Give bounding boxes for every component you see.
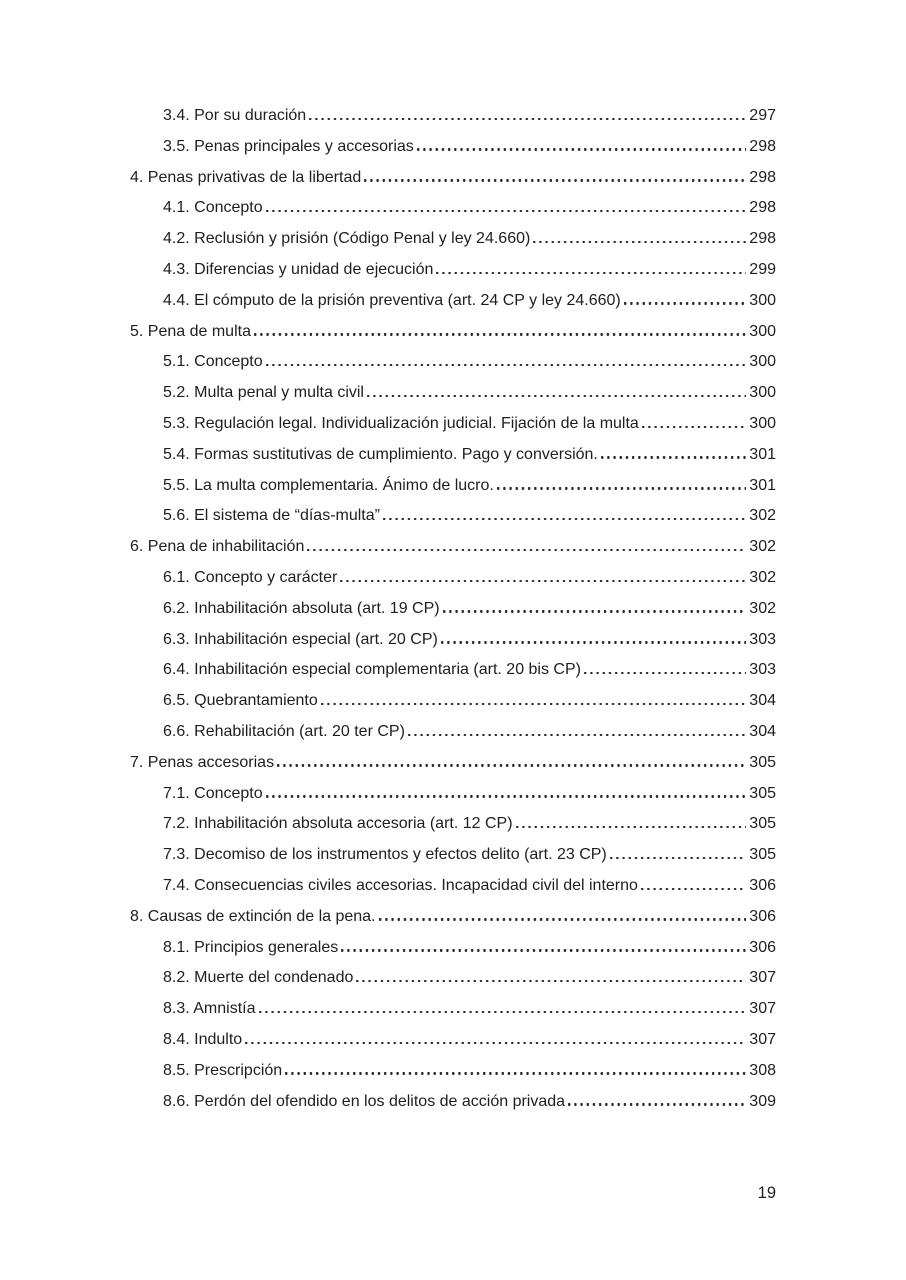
dot-leader bbox=[408, 734, 746, 736]
toc-entry-label: 4.2. Reclusión y prisión (Código Penal y ley 24.660) bbox=[163, 230, 531, 248]
dot-leader bbox=[285, 1072, 746, 1074]
toc-entry bbox=[130, 384, 776, 415]
dot-leader bbox=[367, 395, 746, 397]
toc-entry bbox=[130, 230, 776, 261]
toc-entry-label: 8.5. Prescripción bbox=[163, 1061, 283, 1079]
toc-entry-page: 307 bbox=[749, 1030, 776, 1048]
dot-leader bbox=[356, 980, 746, 982]
toc-entry-label: 4. Penas privativas de la libertad bbox=[130, 168, 362, 186]
toc-entry-page: 302 bbox=[749, 568, 776, 586]
toc-entry bbox=[130, 323, 776, 354]
toc-entry-page: 304 bbox=[749, 722, 776, 740]
toc-entry-label: 6.3. Inhabilitación especial (art. 20 CP) bbox=[163, 630, 438, 648]
toc-entry-page: 307 bbox=[749, 1000, 776, 1018]
toc-entry-page: 298 bbox=[749, 168, 776, 186]
toc-entry-page: 308 bbox=[749, 1061, 776, 1079]
dot-leader bbox=[624, 302, 747, 304]
dot-leader bbox=[307, 549, 746, 551]
toc-entry-page: 301 bbox=[749, 476, 776, 494]
dot-leader bbox=[277, 764, 746, 766]
dot-leader bbox=[383, 518, 746, 520]
dot-leader bbox=[436, 272, 746, 274]
toc-entry bbox=[130, 908, 776, 939]
toc-entry-label: 8.3. Amnistía bbox=[163, 1000, 256, 1018]
toc-entry bbox=[130, 538, 776, 569]
toc-entry-label: 3.4. Por su duración bbox=[163, 107, 307, 124]
toc-entry-label: 7.4. Consecuencias civiles accesorias. Incapacidad civil del interno bbox=[163, 876, 638, 894]
toc-entry-page: 307 bbox=[749, 969, 776, 987]
toc-entry-label: 8.4. Indulto bbox=[163, 1030, 243, 1048]
toc-entry-page: 302 bbox=[749, 538, 776, 556]
dot-leader bbox=[364, 179, 746, 181]
toc-entry bbox=[130, 877, 776, 908]
dot-leader bbox=[266, 364, 747, 366]
dot-leader bbox=[601, 456, 746, 458]
toc-entry bbox=[130, 723, 776, 754]
toc-entry-page: 303 bbox=[749, 661, 776, 679]
toc-entry-page: 298 bbox=[749, 137, 776, 155]
dot-leader bbox=[516, 826, 747, 828]
toc-entry-page: 306 bbox=[749, 938, 776, 956]
toc-entry-label: 7.1. Concepto bbox=[163, 784, 263, 802]
toc-entry-label: 8.1. Principios generales bbox=[163, 938, 339, 956]
toc-entry bbox=[130, 631, 776, 662]
dot-leader bbox=[259, 1011, 747, 1013]
toc-entry bbox=[130, 661, 776, 692]
page-number: 19 bbox=[757, 1184, 776, 1202]
toc-entry bbox=[130, 846, 776, 877]
table-of-contents bbox=[130, 107, 776, 1123]
dot-leader bbox=[417, 148, 747, 150]
dot-leader bbox=[340, 580, 746, 582]
toc-entry-page: 305 bbox=[749, 846, 776, 864]
toc-entry-label: 4.3. Diferencias y unidad de ejecución bbox=[163, 260, 434, 278]
toc-entry-label: 4.4. El cómputo de la prisión preventiva (art. 24 CP y ley 24.660) bbox=[163, 291, 621, 309]
toc-entry bbox=[130, 415, 776, 446]
dot-leader bbox=[533, 241, 746, 243]
toc-entry-label: 5.6. El sistema de “días-multa” bbox=[163, 507, 380, 525]
dot-leader bbox=[341, 949, 746, 951]
toc-entry bbox=[130, 785, 776, 816]
toc-entry-label: 6.2. Inhabilitación absoluta (art. 19 CP) bbox=[163, 599, 440, 617]
toc-entry-page: 305 bbox=[749, 753, 776, 771]
toc-entry-page: 303 bbox=[749, 630, 776, 648]
toc-entry bbox=[130, 1000, 776, 1031]
toc-entry bbox=[130, 446, 776, 477]
toc-entry-page: 305 bbox=[749, 784, 776, 802]
dot-leader bbox=[584, 672, 746, 674]
dot-leader bbox=[379, 918, 747, 920]
toc-entry-page: 305 bbox=[749, 815, 776, 833]
toc-entry bbox=[130, 1093, 776, 1124]
toc-entry-page: 300 bbox=[749, 414, 776, 432]
dot-leader bbox=[610, 857, 747, 859]
dot-leader bbox=[266, 795, 747, 797]
toc-entry bbox=[130, 138, 776, 169]
toc-entry bbox=[130, 353, 776, 384]
toc-entry-label: 5.2. Multa penal y multa civil bbox=[163, 384, 364, 402]
toc-entry bbox=[130, 969, 776, 1000]
toc-entry-page: 299 bbox=[749, 260, 776, 278]
toc-entry-label: 5. Pena de multa bbox=[130, 322, 251, 340]
toc-entry-label: 6.5. Quebrantamiento bbox=[163, 692, 318, 710]
toc-entry-page: 298 bbox=[749, 199, 776, 217]
toc-entry bbox=[130, 815, 776, 846]
toc-entry-label: 5.5. La multa complementaria. Ánimo de lucro. bbox=[163, 476, 494, 494]
toc-entry bbox=[130, 939, 776, 970]
toc-entry bbox=[130, 292, 776, 323]
toc-entry-label: 5.3. Regulación legal. Individualización judicial. Fijación de la multa bbox=[163, 414, 639, 432]
toc-entry-page: 300 bbox=[749, 322, 776, 340]
dot-leader bbox=[266, 210, 747, 212]
toc-entry-page: 300 bbox=[749, 291, 776, 309]
toc-entry-label: 7. Penas accesorias bbox=[130, 753, 275, 771]
toc-entry-label: 5.4. Formas sustitutivas de cumplimiento. Pago y conversión. bbox=[163, 445, 598, 463]
toc-entry-page: 297 bbox=[749, 107, 776, 124]
toc-entry bbox=[130, 569, 776, 600]
toc-entry-label: 3.5. Penas principales y accesorias bbox=[163, 137, 414, 155]
dot-leader bbox=[245, 1042, 746, 1044]
toc-entry bbox=[130, 692, 776, 723]
toc-entry-page: 304 bbox=[749, 692, 776, 710]
toc-entry bbox=[130, 199, 776, 230]
toc-entry-label: 4.1. Concepto bbox=[163, 199, 263, 217]
toc-entry bbox=[130, 107, 776, 138]
toc-entry bbox=[130, 261, 776, 292]
toc-entry-page: 302 bbox=[749, 599, 776, 617]
dot-leader bbox=[441, 641, 746, 643]
toc-entry-label: 5.1. Concepto bbox=[163, 353, 263, 371]
toc-entry bbox=[130, 507, 776, 538]
toc-entry-label: 8.2. Muerte del condenado bbox=[163, 969, 354, 987]
dot-leader bbox=[443, 610, 747, 612]
dot-leader bbox=[642, 426, 746, 428]
dot-leader bbox=[568, 1103, 746, 1105]
toc-entry-label: 7.3. Decomiso de los instrumentos y efectos delito (art. 23 CP) bbox=[163, 846, 607, 864]
toc-entry-label: 7.2. Inhabilitación absoluta accesoria (art. 12 CP) bbox=[163, 815, 513, 833]
toc-entry bbox=[130, 169, 776, 200]
toc-entry-page: 306 bbox=[749, 876, 776, 894]
dot-leader bbox=[641, 888, 746, 890]
toc-entry bbox=[130, 754, 776, 785]
dot-leader bbox=[497, 487, 746, 489]
toc-entry bbox=[130, 1031, 776, 1062]
toc-entry-label: 6.1. Concepto y carácter bbox=[163, 568, 338, 586]
toc-entry-page: 300 bbox=[749, 384, 776, 402]
toc-entry-page: 301 bbox=[749, 445, 776, 463]
dot-leader bbox=[321, 703, 747, 705]
toc-entry-page: 306 bbox=[749, 907, 776, 925]
toc-entry bbox=[130, 1062, 776, 1093]
dot-leader bbox=[254, 333, 746, 335]
toc-entry bbox=[130, 477, 776, 508]
toc-entry-label: 6. Pena de inhabilitación bbox=[130, 538, 305, 556]
toc-entry-page: 309 bbox=[749, 1092, 776, 1110]
toc-entry bbox=[130, 600, 776, 631]
toc-entry-page: 302 bbox=[749, 507, 776, 525]
toc-entry-label: 8.6. Perdón del ofendido en los delitos de acción privada bbox=[163, 1092, 566, 1110]
toc-entry-page: 300 bbox=[749, 353, 776, 371]
toc-entry-page: 298 bbox=[749, 230, 776, 248]
toc-entry-label: 8. Causas de extinción de la pena. bbox=[130, 907, 376, 925]
toc-entry-label: 6.4. Inhabilitación especial complementaria (art. 20 bis CP) bbox=[163, 661, 581, 679]
dot-leader bbox=[309, 118, 746, 120]
toc-entry-label: 6.6. Rehabilitación (art. 20 ter CP) bbox=[163, 722, 405, 740]
